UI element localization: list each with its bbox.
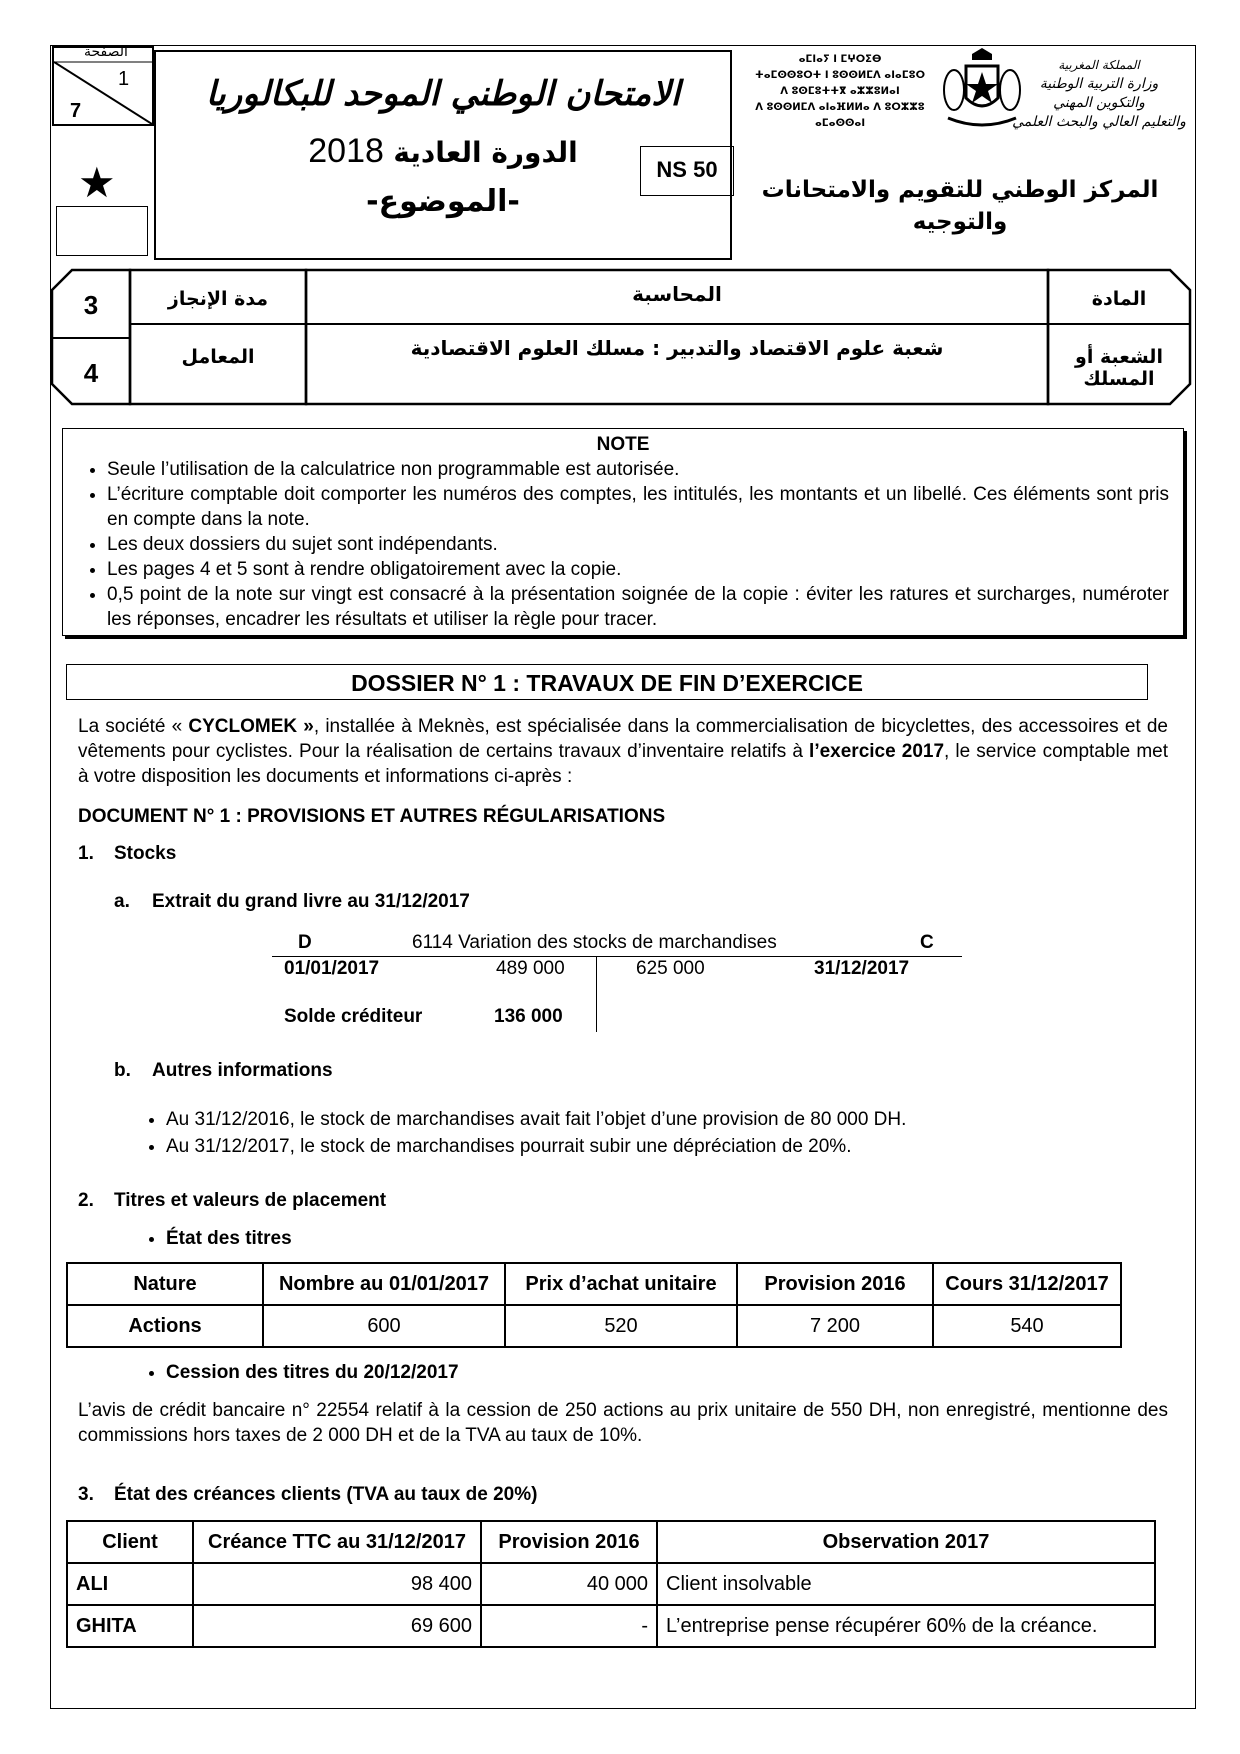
subject-value: المحاسبة [632,282,722,306]
ledger-account-name: 6114 Variation des stocks de marchandises [412,932,777,953]
section-title: Titres et valeurs de placement [114,1190,387,1211]
branch-value: شعبة علوم الاقتصاد والتدبير : مسلك العلوم الاقتصادية [410,336,944,360]
other-info-list [140,1106,1166,1160]
titres-bullet [140,1228,292,1250]
branch-label: الشعبة أو المسلك [1075,346,1163,390]
table-cell: 7 200 [737,1305,933,1347]
table-row [67,1305,1121,1347]
note-list [77,457,1169,632]
note-title: NOTE [596,434,650,455]
center-name [760,174,1160,238]
candidate-code-box [56,206,148,256]
ledger-horizontal-rule [272,956,962,957]
note-item: • Les deux dossiers du sujet sont indépendants. [107,532,1169,557]
company-name: CYCLOMEK » [188,716,314,737]
section-number: 3. [78,1484,94,1505]
note-item: • Seule l’utilisation de la calculatrice non programmable est autorisée. [107,457,1169,482]
tifinagh-line: ⵜⴰⵎⵙⵙⵓⵔⵜ ⵏ ⵓⵙⵙⵍⵎⴷ ⴰⵏⴰⵎⵓⵔ [755,70,925,81]
ledger-credit-date: 31/12/2017 [814,958,910,979]
table-cell: Client insolvable [657,1563,1155,1605]
section-number: a. [114,891,130,912]
tifinagh-line: ⴷ ⵓⵙⵙⵍⵎⴷ ⴰⵏⴰⴼⵍⵍⴰ ⴷ ⵓⵔⵣⵣⵓ ⴰⵎⴰⵙⵙⴰⵏ [755,102,925,129]
dossier-title: DOSSIER N° 1 : TRAVAUX DE FIN D’EXERCICE [66,664,1148,700]
table-header: Cours 31/12/2017 [933,1263,1121,1305]
ledger-balance-amount: 136 000 [494,1006,563,1027]
intro-text: La société « [78,716,189,737]
table-cell: Actions [67,1305,263,1347]
duration-value: 3 [83,290,99,320]
table-header: Créance TTC au 31/12/2017 [193,1521,481,1563]
dossier-intro [78,714,1168,789]
subsection-title: • État des titres [166,1228,292,1250]
table-header: Provision 2016 [737,1263,933,1305]
session-label: الدورة العادية [393,136,578,169]
ledger-account [272,932,962,1032]
ledger-vertical-rule [596,956,597,1032]
ministry-line: والتعليم العالي والبحث العلمي [1012,114,1186,130]
table-header: Nombre au 01/01/2017 [263,1263,505,1305]
cession-text: L’avis de crédit bancaire n° 22554 relatif à la cession de 250 actions au prix unitaire de 550 DH, non enregistré, mentionne des commissions hors taxes de 2 000 DH et de la TVA au taux de 10%. [78,1400,1168,1446]
table-cell: 98 400 [193,1563,481,1605]
titres-table [66,1262,1122,1348]
note-item: • L’écriture comptable doit comporter les numéros des comptes, les intitulés, les montants et un libellé. Ces éléments sont pris en compte dans la note. [107,482,1169,532]
center-name-line: المركز الوطني للتقويم والامتحانات [761,177,1159,203]
exam-title: الامتحان الوطني الموحد للبكالوريا [205,74,681,114]
exam-code: NS 50 [640,146,734,196]
table-cell: ALI [67,1563,193,1605]
table-header-row [67,1263,1121,1305]
clients-table [66,1520,1156,1648]
ledger-debit: D [298,932,312,953]
table-header: Prix d’achat unitaire [505,1263,737,1305]
tifinagh-line: ⴰⵎⵏⴰⵢ ⵏ ⵎⵖⵔⵉⴱ [798,54,882,65]
table-header: Nature [67,1263,263,1305]
note-item: • Les pages 4 et 5 sont à rendre obligatoirement avec la copie. [107,557,1169,582]
duration-label: مدة الإنجاز [167,288,269,310]
table-header-row [67,1521,1155,1563]
section-2-heading [78,1190,386,1212]
table-header: Client [67,1521,193,1563]
ministry-line: والتكوين المهني [1053,95,1145,111]
table-row [67,1605,1155,1647]
subject-label: -الموضوع- [366,184,520,219]
tifinagh-block [740,52,940,132]
ministry-line: وزارة التربية الوطنية [1039,76,1159,92]
table-cell: 540 [933,1305,1121,1347]
ledger-credit-amount: 625 000 [636,958,705,979]
exercise-year: l’exercice 2017 [809,741,945,762]
exam-year: 2018 [308,132,384,170]
info-item: • Au 31/12/2017, le stock de marchandises pourrait subir une dépréciation de 20%. [166,1133,1166,1160]
document-title: DOCUMENT N° 1 : PROVISIONS ET AUTRES RÉGULARISATIONS [78,806,666,827]
page-current: 1 [118,68,130,90]
section-title: État des créances clients (TVA au taux de 20%) [114,1484,538,1505]
intro-text: , le service comptable met à votre disposition les documents et informations ci-après : [78,741,1168,787]
intro-text: , installée à Meknès, est spécialisée dans la commercialisation de bicyclettes, des accessoires et de vêtements pour cyclistes. Pour la réalisation de certains travaux d’inventaire relatifs à [78,716,1168,762]
ledger-balance-label: Solde créditeur [284,1006,423,1027]
subject-field-label: المادة [1091,288,1147,310]
ledger-debit-date: 01/01/2017 [284,958,380,979]
info-item: • Au 31/12/2016, le stock de marchandises avait fait l’objet d’une provision de 80 000 DH. [166,1106,1166,1133]
table-cell: 520 [505,1305,737,1347]
page-total: 7 [70,100,82,122]
table-cell: GHITA [67,1605,193,1647]
star-icon: ★ [78,158,116,207]
tifinagh-line: ⴷ ⵓⵙⵎⵓⵜⵜⴳ ⴰⵣⵣⵓⵍⴰⵏ [780,86,900,97]
section-1a-heading [114,891,470,913]
section-number: 1. [78,843,94,864]
center-name-line: والتوجيه [912,209,1008,235]
section-1b-heading [114,1060,333,1082]
cession-bullet [140,1362,459,1384]
ministry-line: المملكة المغربية [1058,58,1140,72]
note-box [62,428,1184,636]
section-3-heading [78,1484,537,1506]
page-label: الصفحة [84,44,128,60]
section-1-heading [78,843,176,865]
section-title: Autres informations [152,1060,333,1081]
table-header: Observation 2017 [657,1521,1155,1563]
section-title: Stocks [114,843,177,864]
table-cell: 40 000 [481,1563,657,1605]
ledger-credit: C [920,932,934,953]
section-title: Extrait du grand livre au 31/12/2017 [152,891,470,912]
section-number: b. [114,1060,131,1081]
section-number: 2. [78,1190,94,1211]
table-cell: 69 600 [193,1605,481,1647]
table-cell: - [481,1605,657,1647]
ministry-block [1004,56,1194,132]
ledger-debit-amount: 489 000 [496,958,565,979]
note-item: • 0,5 point de la note sur vingt est consacré à la présentation soignée de la copie : éviter les ratures et surcharges, numéroter les réponses, encadrer les résultats et utiliser la règle pour tracer. [107,582,1169,632]
table-cell: L’entreprise pense récupérer 60% de la créance. [657,1605,1155,1647]
page-number-box [52,46,154,126]
table-header: Provision 2016 [481,1521,657,1563]
table-cell: 600 [263,1305,505,1347]
table-row [67,1563,1155,1605]
coef-label: المعامل [181,346,255,368]
subsection-title: • Cession des titres du 20/12/2017 [166,1362,459,1384]
coef-value: 4 [83,358,99,388]
